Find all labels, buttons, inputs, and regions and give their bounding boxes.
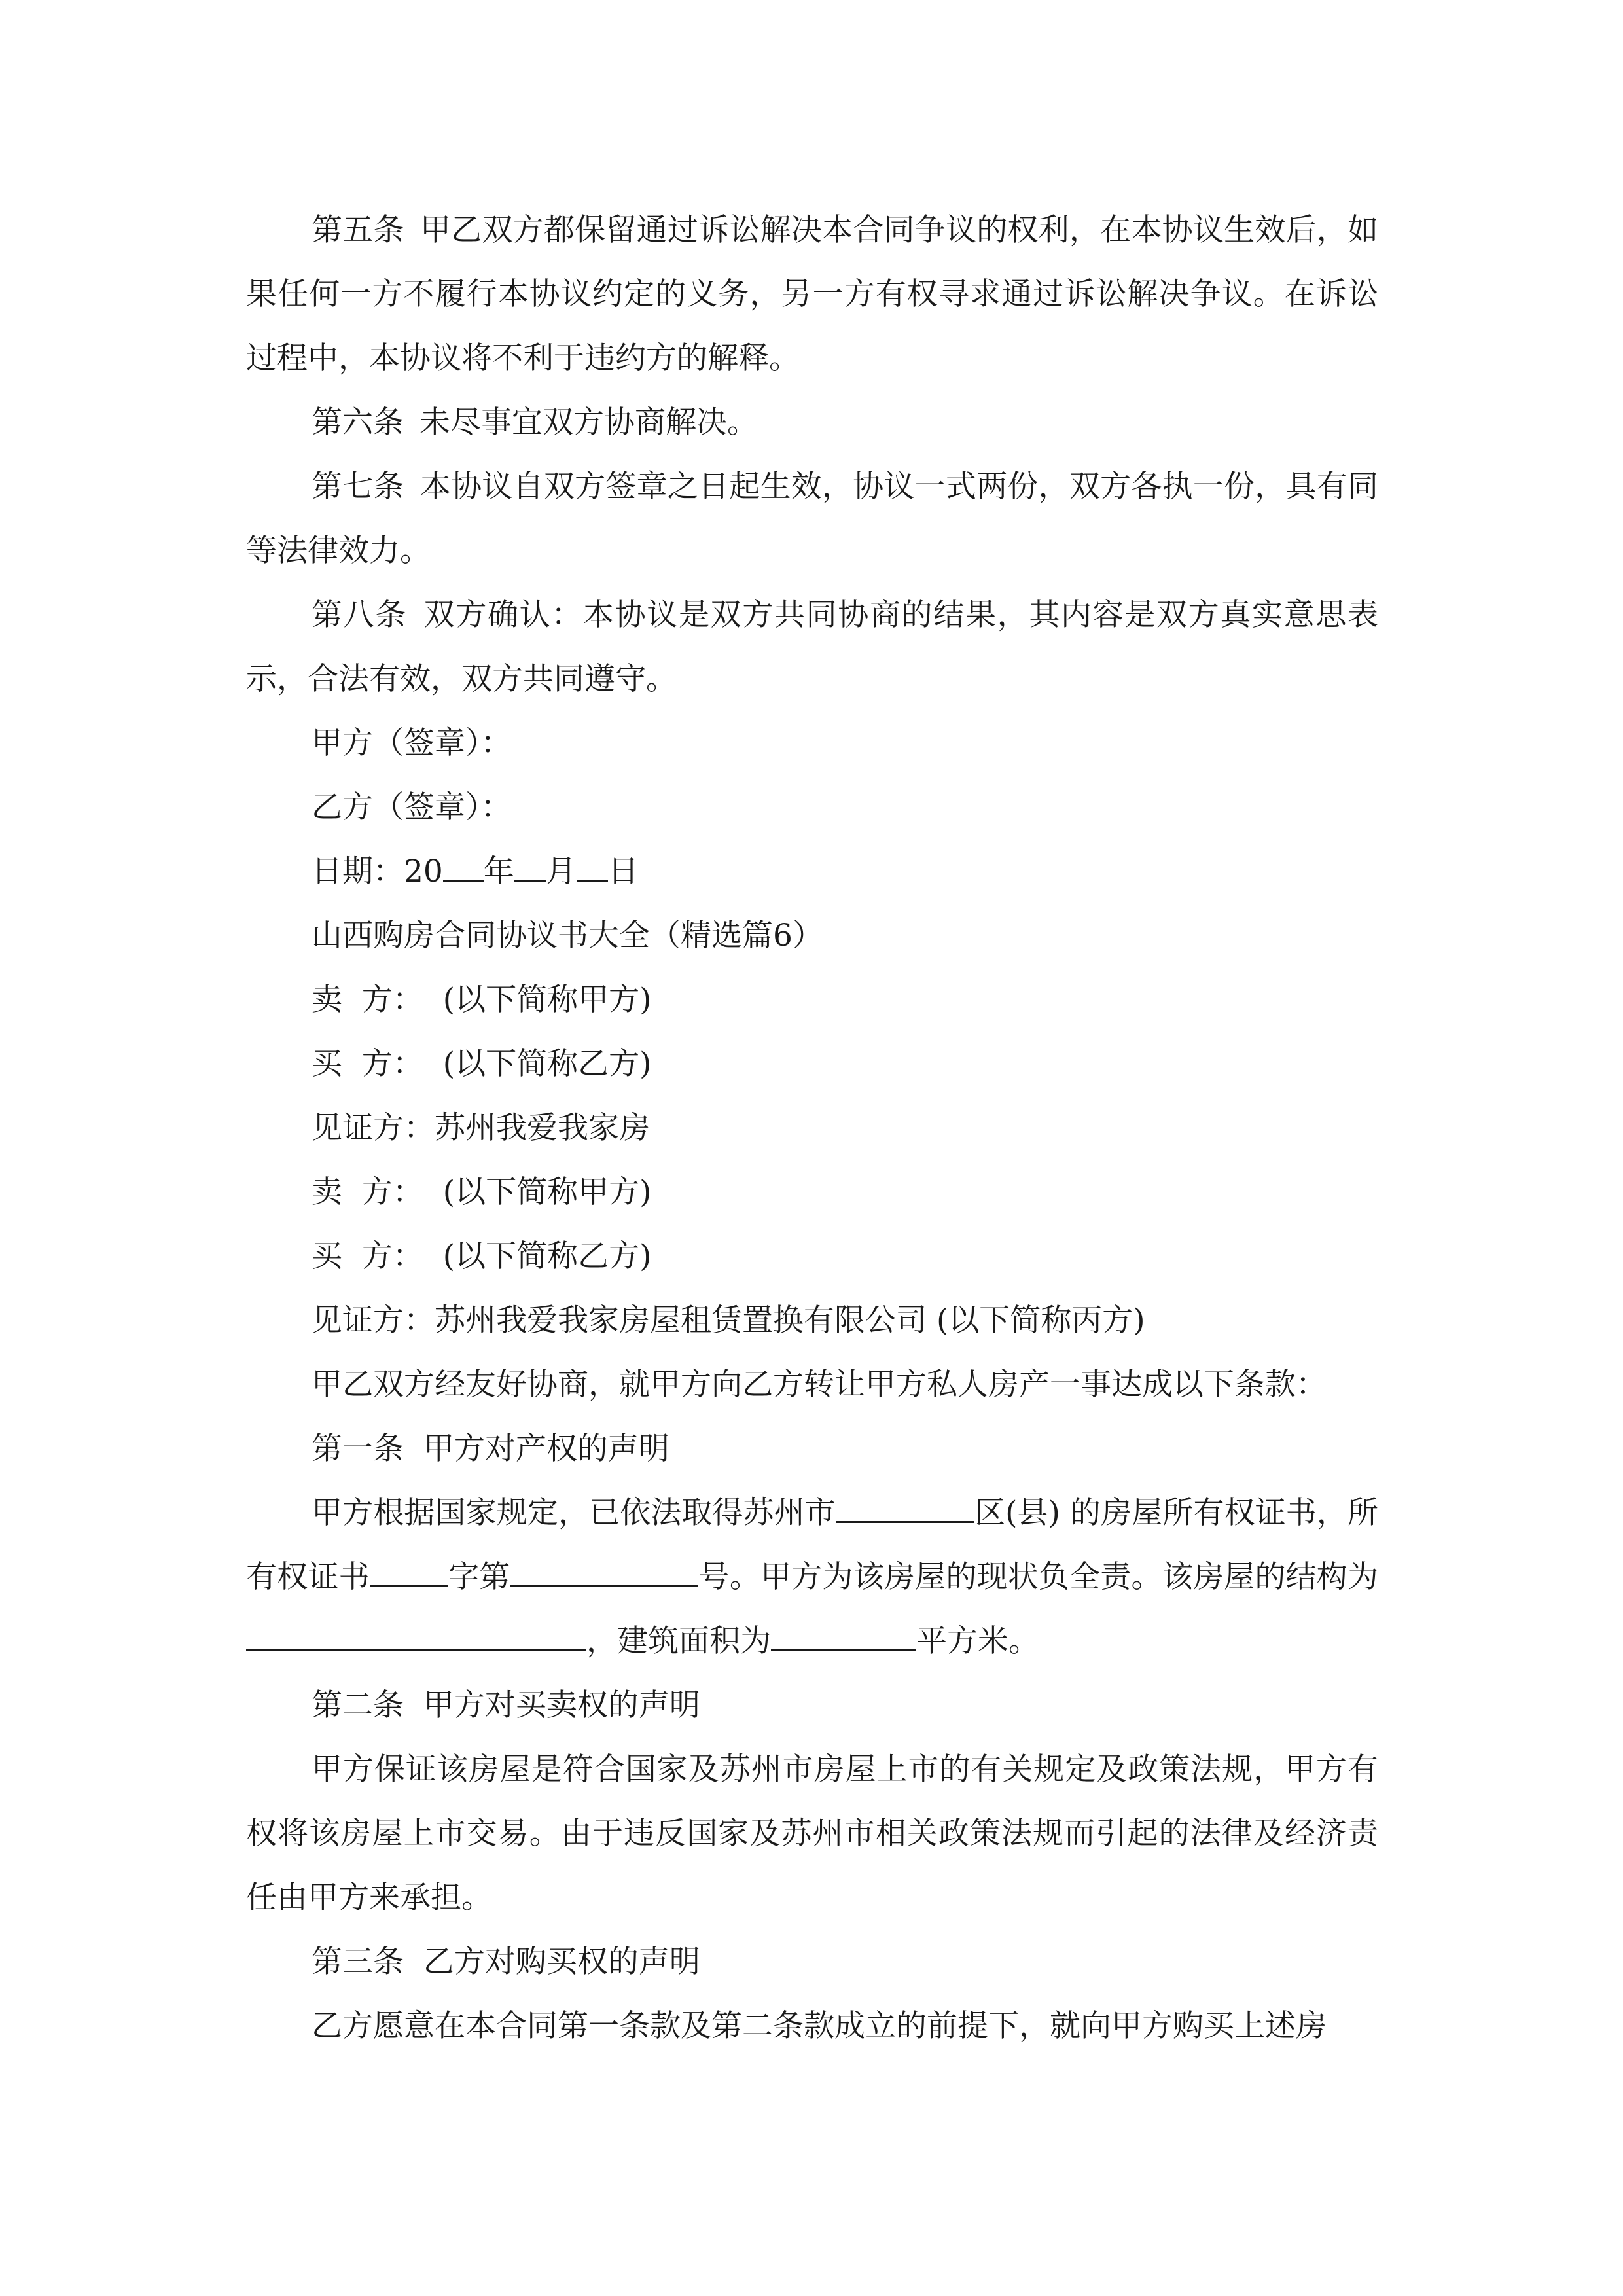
- signing-date: [246, 840, 1378, 904]
- month-blank: [514, 848, 546, 882]
- article-2-body: 甲方保证该房屋是符合国家及苏州市房屋上市的有关规定及政策法规，甲方有权将该房屋上市交易。由于违反国家及苏州市相关政策法规而引起的法律及经济责任由甲方来承担。: [246, 1751, 1378, 1916]
- year-blank: [443, 848, 484, 882]
- area-blank: [771, 1618, 916, 1651]
- date-day-label: 日: [607, 853, 639, 889]
- party-line: 卖 方： (以下简称甲方): [312, 982, 652, 1018]
- party-line: 卖 方： (以下简称甲方): [312, 1174, 652, 1210]
- article-label: 第八条: [312, 597, 407, 633]
- article-text: 未尽事宜双方协商解决。: [419, 404, 758, 440]
- district-blank: [836, 1490, 974, 1523]
- party-a-signature: 甲方（签章）：: [312, 725, 512, 761]
- article-1-text: ，建筑面积为: [586, 1623, 771, 1659]
- article-label: 第五条: [312, 212, 404, 248]
- party-line: 买 方： (以下简称乙方): [312, 1046, 652, 1082]
- day-blank: [577, 848, 608, 882]
- agreement-intro: 甲乙双方经友好协商，就甲方向乙方转让甲方私人房产一事达成以下条款：: [312, 1367, 1327, 1403]
- article-1-title: 第一条 甲方对产权的声明: [312, 1431, 669, 1467]
- date-month-label: 月: [545, 853, 577, 889]
- article-text: 本协议自双方签章之日起生效，协议一式两份，双方各执一份，具有同等法律效力。: [246, 469, 1379, 569]
- article-text: 甲乙双方都保留通过诉讼解决本合同争议的权利，在本协议生效后，如果任何一方不履行本协议约定的义务，另一方有权寻求通过诉讼解决争议。在诉讼过程中，本协议将不利于违约方的解释。: [246, 212, 1379, 376]
- article-1-body: [246, 1481, 1378, 1674]
- article-1-text: 区(县) 的房屋所有权证书，所有权证书: [246, 1495, 1378, 1595]
- article-label: 第六条: [312, 404, 404, 440]
- certificate-prefix-blank: [370, 1554, 448, 1587]
- article-3-title: 第三条 乙方对购买权的声明: [312, 1944, 700, 1980]
- article-8: [246, 583, 1378, 711]
- section-title: 山西购房合同协议书大全（精选篇6）: [312, 918, 823, 954]
- article-5: [246, 198, 1378, 391]
- article-2-title: 第二条 甲方对买卖权的声明: [312, 1687, 700, 1723]
- structure-blank: [246, 1618, 586, 1651]
- article-1-text: 平方米。: [916, 1623, 1039, 1659]
- article-text: 双方确认：本协议是双方共同协商的结果，其内容是双方真实意思表示，合法有效，双方共同遵守。: [246, 597, 1378, 697]
- article-1-text: 字第: [448, 1559, 510, 1595]
- party-line: 见证方：苏州我爱我家房屋租赁置换有限公司 (以下简称丙方): [312, 1302, 1145, 1338]
- article-label: 第七条: [312, 469, 404, 505]
- article-1-text: 号。甲方为该房屋的现状负全责。该房屋的结构为: [698, 1559, 1379, 1595]
- party-line: 买 方： (以下简称乙方): [312, 1238, 652, 1274]
- document-body: [246, 198, 1378, 2058]
- date-prefix: 日期：20: [312, 853, 443, 889]
- article-6: [246, 391, 1378, 455]
- certificate-number-blank: [510, 1554, 698, 1587]
- party-line: 见证方：苏州我爱我家房: [312, 1110, 650, 1146]
- article-3-body: 乙方愿意在本合同第一条款及第二条款成立的前提下，就向甲方购买上述房: [312, 2008, 1327, 2044]
- party-b-signature: 乙方（签章）：: [312, 789, 512, 825]
- article-1-text: 甲方根据国家规定，已依法取得苏州市: [312, 1495, 836, 1531]
- article-7: [246, 455, 1378, 583]
- date-year-label: 年: [483, 853, 514, 889]
